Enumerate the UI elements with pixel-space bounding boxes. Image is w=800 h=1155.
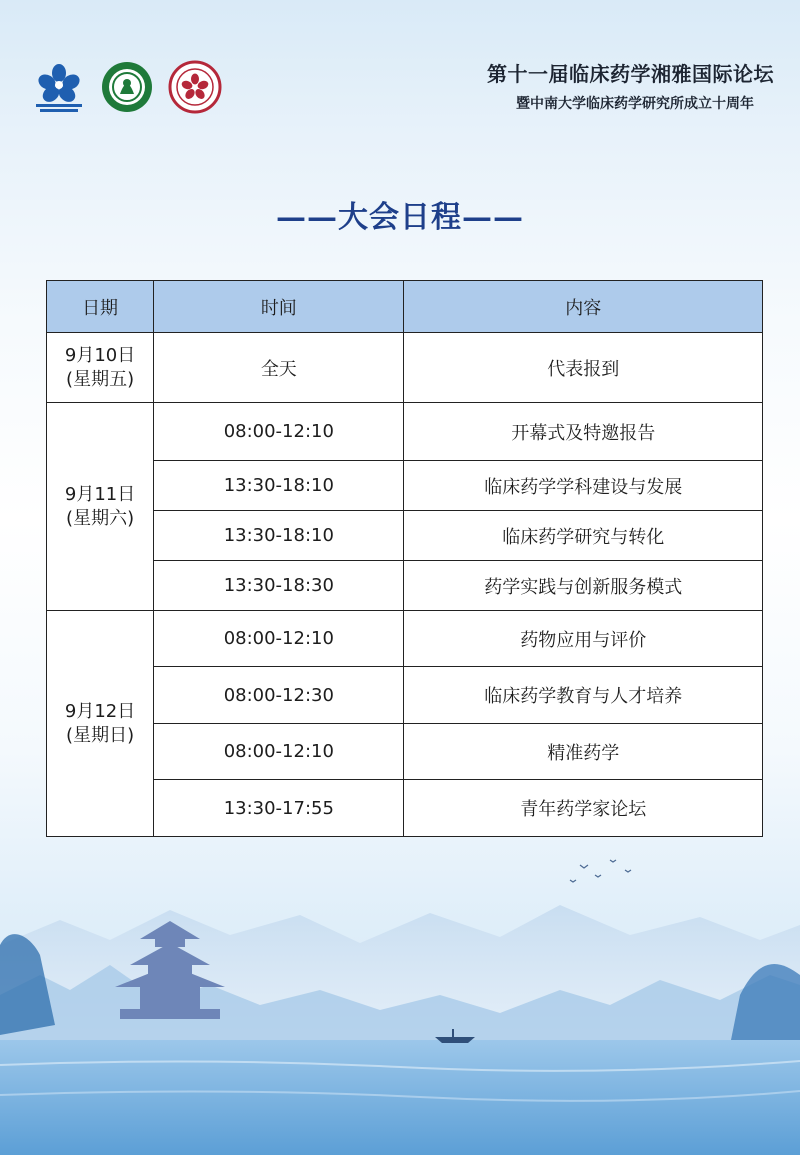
date-label: 9月10日 bbox=[64, 344, 136, 366]
weekday-label: (星期日) bbox=[66, 724, 135, 746]
content-cell: 开幕式及特邀报告 bbox=[404, 403, 763, 461]
content-cell: 药物应用与评价 bbox=[404, 611, 763, 667]
forum-header bbox=[487, 58, 774, 113]
table-row bbox=[47, 667, 763, 724]
time-cell: 全天 bbox=[154, 333, 404, 403]
date-label: 9月12日 bbox=[64, 700, 136, 722]
content-cell: 临床药学研究与转化 bbox=[404, 511, 763, 561]
time-cell: 13:30-17:55 bbox=[154, 780, 404, 837]
page-title: ——大会日程—— bbox=[276, 200, 524, 235]
date-cell bbox=[47, 611, 154, 837]
content-cell: 临床药学教育与人才培养 bbox=[404, 667, 763, 724]
time-cell: 13:30-18:10 bbox=[154, 461, 404, 511]
time-cell: 08:00-12:10 bbox=[154, 403, 404, 461]
birds-icon bbox=[570, 860, 631, 882]
header-time: 时间 bbox=[154, 281, 404, 333]
table-row bbox=[47, 511, 763, 561]
table-row bbox=[47, 461, 763, 511]
time-cell: 08:00-12:10 bbox=[154, 611, 404, 667]
content-cell: 精准药学 bbox=[404, 724, 763, 780]
time-cell: 13:30-18:30 bbox=[154, 561, 404, 611]
table-header-row bbox=[47, 281, 763, 333]
header-content: 内容 bbox=[404, 281, 763, 333]
logo-group bbox=[32, 60, 222, 114]
table-row bbox=[47, 333, 763, 403]
red-seal-icon bbox=[168, 60, 222, 114]
content-cell: 药学实践与创新服务模式 bbox=[404, 561, 763, 611]
table-row bbox=[47, 561, 763, 611]
header-date: 日期 bbox=[47, 281, 154, 333]
weekday-label: (星期六) bbox=[66, 507, 135, 529]
time-cell: 08:00-12:30 bbox=[154, 667, 404, 724]
table-row bbox=[47, 403, 763, 461]
content-cell: 临床药学学科建设与发展 bbox=[404, 461, 763, 511]
landscape-illustration bbox=[0, 825, 800, 1155]
content-cell: 青年药学家论坛 bbox=[404, 780, 763, 837]
content-cell: 代表报到 bbox=[404, 333, 763, 403]
date-cell bbox=[47, 403, 154, 611]
flower-emblem-icon bbox=[32, 60, 86, 114]
time-cell: 13:30-18:10 bbox=[154, 511, 404, 561]
table-row bbox=[47, 611, 763, 667]
weekday-label: (星期五) bbox=[66, 368, 135, 390]
date-label: 9月11日 bbox=[64, 483, 136, 505]
time-cell: 08:00-12:10 bbox=[154, 724, 404, 780]
forum-subtitle: 暨中南大学临床药学研究所成立十周年 bbox=[516, 96, 754, 112]
green-seal-icon bbox=[100, 60, 154, 114]
table-row bbox=[47, 724, 763, 780]
forum-title: 第十一届临床药学湘雅国际论坛 bbox=[487, 62, 774, 86]
date-cell bbox=[47, 333, 154, 403]
schedule-table bbox=[46, 280, 763, 837]
